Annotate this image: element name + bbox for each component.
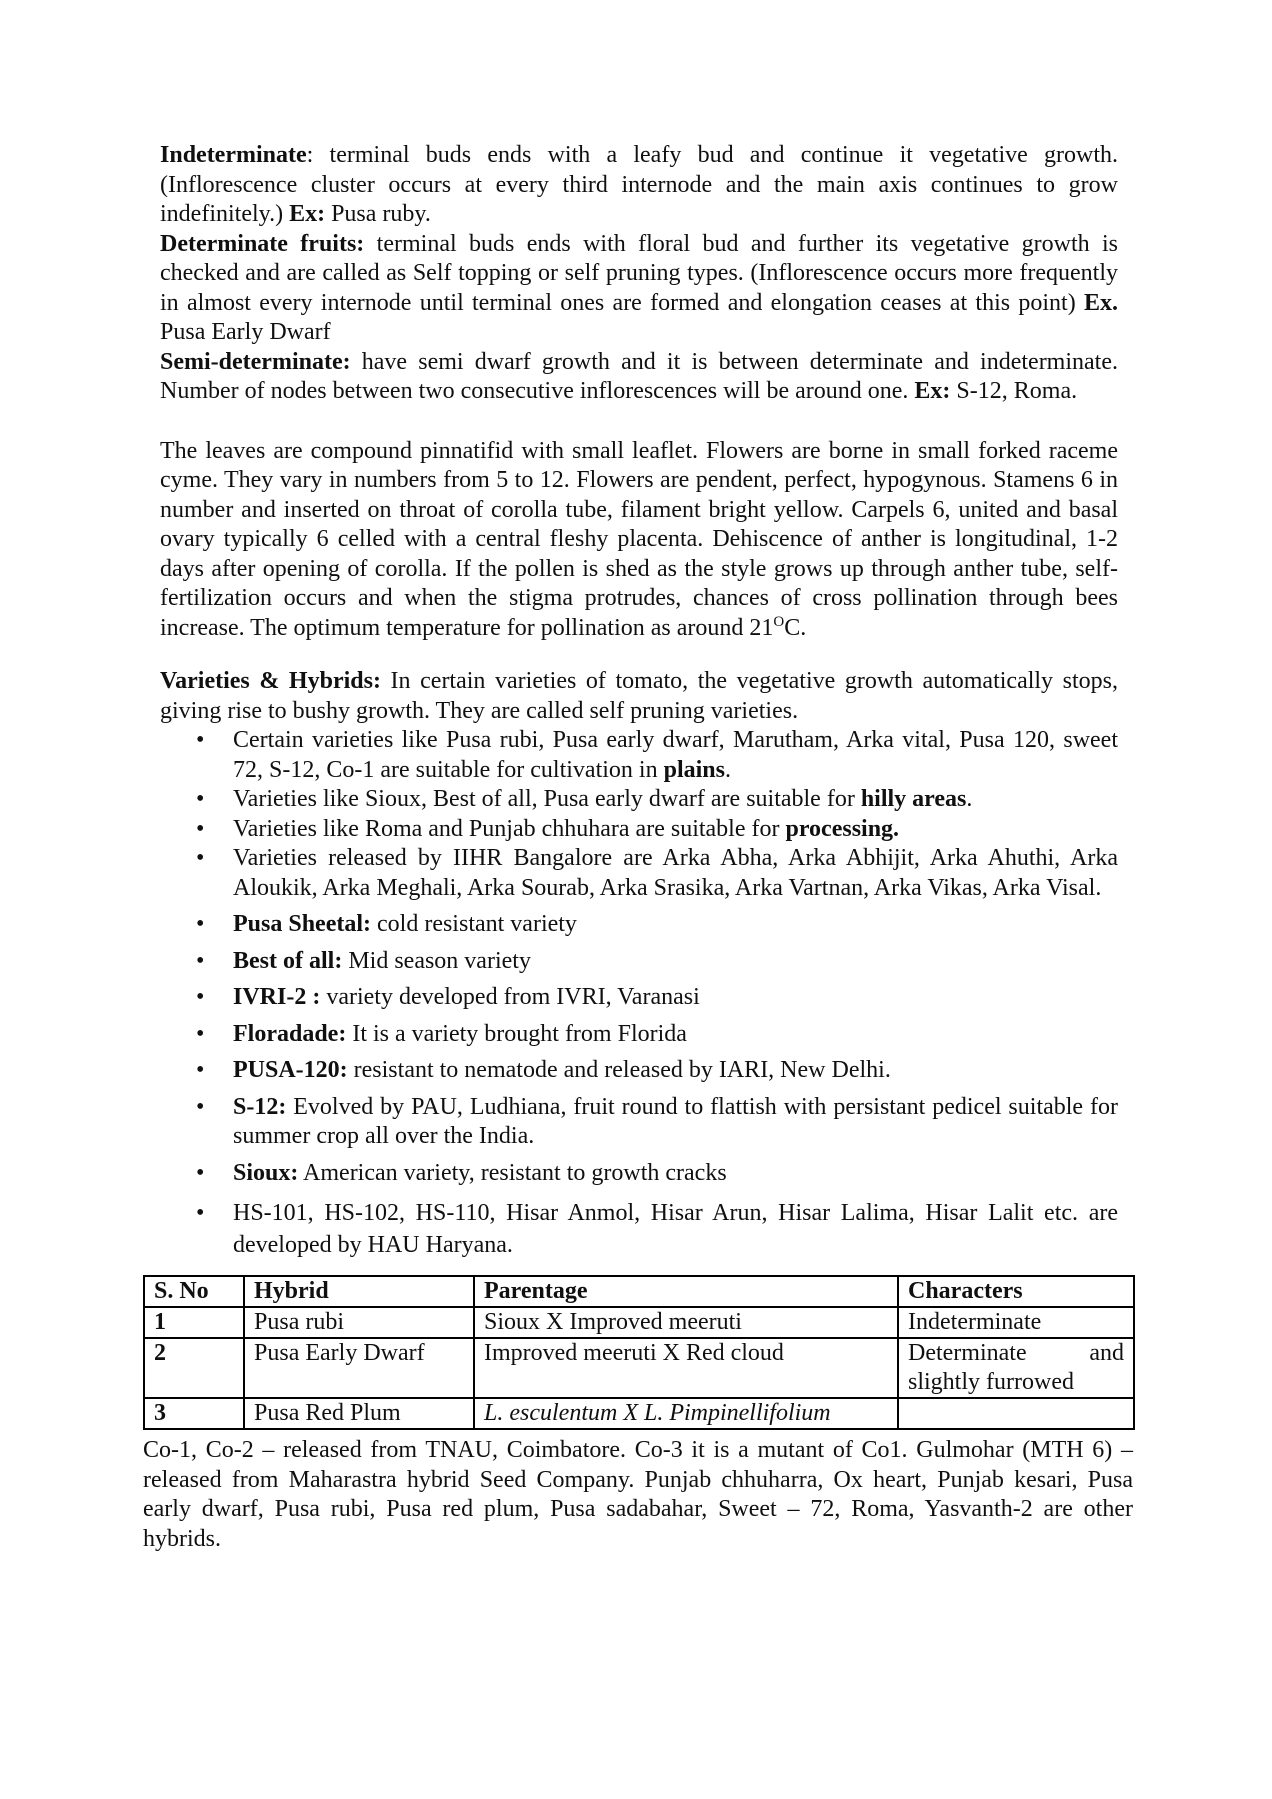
- paragraph-determinate: [160, 230, 1118, 348]
- bullet-text: HS-101, HS-102, HS-110, Hisar Anmol, Hisar Arun, Hisar Lalima, Hisar Lalit etc. are developed by HAU Haryana.: [233, 1200, 1118, 1258]
- bullet-text-end: .: [966, 786, 973, 812]
- hybrids-table-block: [143, 1275, 1133, 1554]
- term-indeterminate: Indeterminate: [160, 142, 307, 168]
- superscript-degree: O: [773, 613, 785, 630]
- table-row: [144, 1338, 1134, 1398]
- bullet-pusa-120: [160, 1056, 1118, 1086]
- bullet-lead: Best of all:: [233, 947, 343, 974]
- bullet-text: Varieties like Sioux, Best of all, Pusa early dwarf are suitable for: [233, 786, 861, 812]
- bullet-lead: Pusa Sheetal:: [233, 911, 371, 937]
- bullet-lead: PUSA-120:: [233, 1057, 348, 1083]
- bullet-text-end: .: [724, 756, 731, 783]
- paragraph-flower-morphology-text: The leaves are compound pinnatifid with small leaflet. Flowers are borne in small forked raceme cyme. They vary in numbers from 5 to 12. Flowers are pendent, perfect, hypogynous. Stamens 6 in number and inserted on throat of corolla tube, filament bright yellow. Carpels 6, united and basal ovary typically 6 celled with a central fleshy placenta. Dehiscence of anther is longitudinal, 1-2 days after opening of corolla. If the pollen is shed as the style grows up through anther tube, self-fertilization occurs and when the stigma protrudes, chances of cross pollination through bees increase. The optimum temperature for pollination as around 21: [160, 437, 1118, 641]
- table-header-row: [144, 1276, 1134, 1307]
- bullet-bold-term: plains: [663, 756, 725, 783]
- cell-parentage: Improved meeruti X Red cloud: [474, 1338, 898, 1398]
- document-content: [143, 141, 1133, 1554]
- varieties-bullet-list: [160, 726, 1118, 1261]
- cell-sno: 2: [144, 1338, 244, 1398]
- cell-parentage-italic: L. esculentum X L. Pimpinellifolium: [474, 1398, 898, 1429]
- column-header-characters: Characters: [898, 1276, 1134, 1307]
- term-semi-determinate: Semi-determinate:: [160, 348, 351, 375]
- bullet-hisar-hybrids: [160, 1198, 1118, 1261]
- ex-value: S-12, Roma.: [950, 378, 1078, 404]
- paragraph-flower-morphology: [160, 437, 1118, 644]
- cell-sno: 3: [144, 1398, 244, 1429]
- bullet-text: resistant to nematode and released by IARI, New Delhi.: [347, 1057, 891, 1083]
- cell-hybrid: Pusa rubi: [244, 1307, 474, 1338]
- ex-label: Ex:: [289, 201, 326, 227]
- bullet-text: Evolved by PAU, Ludhiana, fruit round to flattish with persistant pedicel suitable for summer crop all over the India.: [233, 1093, 1118, 1149]
- paragraph-indeterminate: [160, 141, 1118, 230]
- bullet-text: Varieties like Roma and Punjab chhuhara are suitable for: [233, 815, 786, 842]
- paragraph-determinate-text: terminal buds ends with floral bud and further its vegetative growth is checked and are called as Self topping or self pruning types. (Inflorescence occurs more frequently in almost every internode until terminal ones are formed and elongation ceases at this point): [160, 230, 1118, 316]
- term-determinate-fruits: Determinate fruits:: [160, 230, 365, 257]
- table-row: [144, 1398, 1134, 1429]
- bullet-hilly-areas: [160, 785, 1118, 815]
- column-header-parentage: Parentage: [474, 1276, 898, 1307]
- bullet-iihr-varieties: [160, 844, 1118, 903]
- paragraph-semi-determinate-text: have semi dwarf growth and it is between determinate and indeterminate. Number of nodes between two consecutive inflorescences will be around one.: [160, 348, 1118, 404]
- cell-hybrid: Pusa Early Dwarf: [244, 1338, 474, 1398]
- bullet-text: Mid season variety: [342, 947, 531, 974]
- bullet-lead: Sioux:: [233, 1159, 299, 1186]
- ex-value: Pusa Early Dwarf: [160, 319, 331, 345]
- bullet-plains: [160, 726, 1118, 785]
- cell-characters: [898, 1398, 1134, 1429]
- bullet-text: American variety, resistant to growth cracks: [298, 1159, 727, 1186]
- bullet-best-of-all: [160, 947, 1118, 977]
- bullet-floradade: [160, 1020, 1118, 1050]
- cell-parentage: Sioux X Improved meeruti: [474, 1307, 898, 1338]
- bullet-text: Varieties released by IIHR Bangalore are Arka Abha, Arka Abhijit, Arka Ahuthi, Arka Aloukik, Arka Meghali, Arka Sourab, Arka Srasika, Arka Vartnan, Arka Vikas, Arka Visal.: [233, 845, 1118, 901]
- ex-label: Ex.: [1083, 289, 1118, 316]
- column-header-hybrid: Hybrid: [244, 1276, 474, 1307]
- bullet-text: cold resistant variety: [371, 911, 577, 937]
- cell-sno: 1: [144, 1307, 244, 1338]
- paragraph-semi-determinate: [160, 348, 1118, 407]
- ex-label: Ex:: [914, 378, 951, 404]
- paragraph-flower-morphology-end: C.: [784, 614, 807, 641]
- heading-varieties-hybrids: Varieties & Hybrids:: [160, 668, 381, 694]
- bullet-lead: Floradade:: [233, 1020, 347, 1047]
- table-row: [144, 1307, 1134, 1338]
- bullet-ivri-2: [160, 983, 1118, 1013]
- bullet-processing: [160, 815, 1118, 845]
- bullet-bold-term: hilly areas: [860, 786, 967, 812]
- paragraph-varieties-hybrids-text: In certain varieties of tomato, the vegetative growth automatically stops, giving rise to bushy growth. They are called self pruning varieties.: [160, 668, 1118, 724]
- bullet-text: Certain varieties like Pusa rubi, Pusa early dwarf, Marutham, Arka vital, Pusa 120, sweet 72, S-12, Co-1 are suitable for cultivation in: [233, 727, 1118, 783]
- paragraph-indeterminate-text: : terminal buds ends with a leafy bud and continue it vegetative growth. (Inflorescence cluster occurs at every third internode and the main axis continues to grow indefinitely.): [160, 142, 1118, 227]
- bullet-s-12: [160, 1093, 1118, 1152]
- cell-hybrid: Pusa Red Plum: [244, 1398, 474, 1429]
- column-header-sno: S. No: [144, 1276, 244, 1307]
- bullet-pusa-sheetal: [160, 910, 1118, 940]
- bullet-bold-term: processing.: [785, 815, 900, 842]
- bullet-sioux: [160, 1159, 1118, 1189]
- paragraph-other-hybrids: Co-1, Co-2 – released from TNAU, Coimbatore. Co-3 it is a mutant of Co1. Gulmohar (MTH 6) – released from Maharastra hybrid Seed Company. Punjab chhuharra, Ox heart, Punjab kesari, Pusa early dwarf, Pusa rubi, Pusa red plum, Pusa sadabahar, Sweet – 72, Roma, Yasvanth-2 are other hybrids.: [143, 1437, 1133, 1552]
- bullet-text: variety developed from IVRI, Varanasi: [320, 984, 700, 1010]
- bullet-text: It is a variety brought from Florida: [346, 1020, 687, 1047]
- bullet-lead: IVRI-2 :: [233, 984, 321, 1010]
- hybrids-table: [143, 1275, 1135, 1430]
- cell-characters: Indeterminate: [898, 1307, 1134, 1338]
- bullet-lead: S-12:: [233, 1093, 287, 1120]
- paragraph-varieties-hybrids: [160, 667, 1118, 726]
- cell-characters: Determinate and slightly furrowed: [898, 1338, 1134, 1398]
- ex-value: Pusa ruby.: [325, 201, 431, 227]
